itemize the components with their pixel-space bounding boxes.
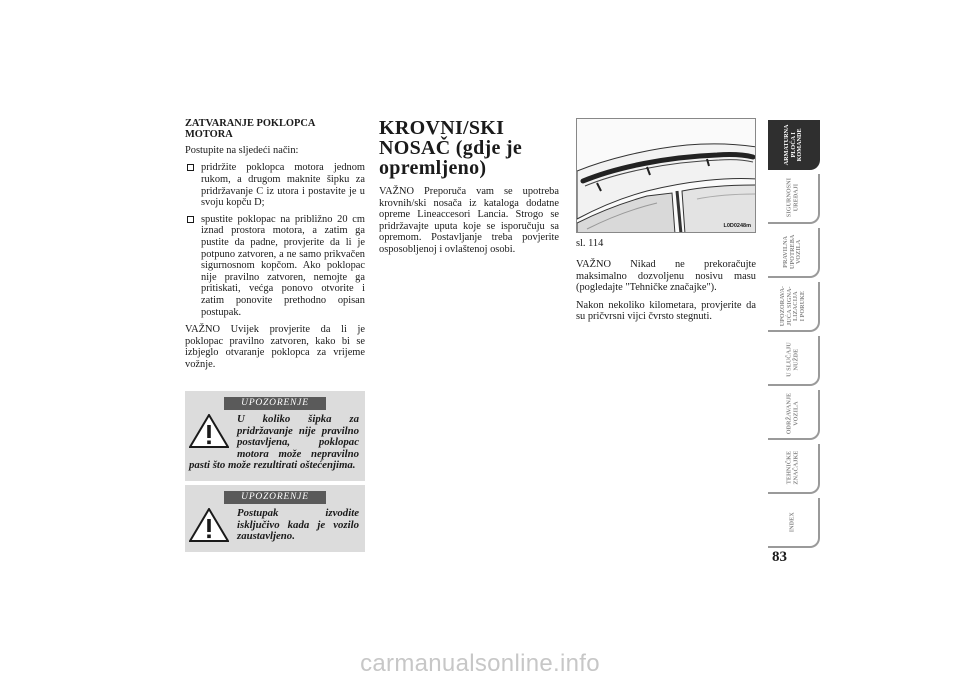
chapter-tabs <box>768 120 820 552</box>
bullet-list <box>185 162 365 318</box>
section-heading-roof-rack: KROVNI/SKI NOSAČ (gdje je opremljeno) <box>379 117 523 179</box>
watermark: carmanualsonline.info <box>360 650 600 677</box>
list-item: spustite poklopac na približno 20 cm iznad prostora motora, a zatim ga pustite da padne, provjerite da li je potpuno zatvoren, a ne samo prikvačen sigurnosnom kopčom. Ako poklopac nije pravilno zatvoren, nemojte ga pritiskati, većga ponovo otvorite i zatim ponovite prethodno opisan postupak. <box>185 214 365 318</box>
warning-box <box>185 391 365 481</box>
checkbox-bullet-icon <box>187 164 194 171</box>
tab-u-slucaju-nuzde[interactable]: U SLUČAJU NUŽDE <box>768 336 820 386</box>
figure-caption: sl. 114 <box>576 238 604 249</box>
middle-column <box>379 118 559 262</box>
tab-upozoravajuca-signalizacija[interactable]: UPOZORAVA- JUĆA SIGNA- LIZACIJA I PORUKE <box>768 282 820 332</box>
warning-title: UPOZORENJE <box>224 491 326 504</box>
car-roof-illustration <box>577 119 756 233</box>
intro-text: Postupite na sljedeći način: <box>185 144 299 156</box>
warning-triangle-icon <box>189 414 229 448</box>
warning-box <box>185 485 365 552</box>
tab-tehnicke-znacajke[interactable]: TEHNIČKE ZNAČAJKE <box>768 444 820 494</box>
left-column <box>185 118 365 377</box>
right-column <box>576 118 756 329</box>
section-heading-hood: ZATVARANJE POKLOPCA MOTORA <box>185 118 315 141</box>
tab-index[interactable]: INDEX <box>768 498 820 548</box>
bolt-check-note: Nakon nekoliko kilometara, provjerite da su pričvrsni vijci čvrsto stegnuti. <box>576 299 756 323</box>
load-limit-note: VAŽNO Nikad ne prekoračujte maksimalno dozvoljenu nosivu masu (pogledajte "Tehničke značajke"). <box>576 259 756 294</box>
warning-triangle-icon <box>189 508 229 542</box>
warning-title: UPOZORENJE <box>224 397 326 410</box>
figure-roof-rails <box>576 118 756 233</box>
figure-code: L0D0248m <box>723 223 751 229</box>
warning-text: U koliko šipka za pridržavanje nije pravilno postavljena, poklopac motora može nepravilno pasti što može rezultirati oštećenjima. <box>189 413 359 472</box>
page-number: 83 <box>772 549 787 565</box>
tab-sigurnosni-uredaji[interactable]: SIGURNOSNI UREĐAJI <box>768 174 820 224</box>
tab-armaturna-ploca[interactable]: ARMATURNA PLOČA I KOMANDE <box>768 120 820 170</box>
important-note: VAŽNO Uvijek provjerite da li je poklopac pravilno zatvoren, kako bi se izbjeglo otvaranje poklopca za vrijeme vožnje. <box>185 324 365 370</box>
checkbox-bullet-icon <box>187 216 194 223</box>
warning-text: Postupak izvodite isključivo kada je vozilo zaustavljeno. <box>237 507 359 543</box>
tab-odrzavanje-vozila[interactable]: ODRŽAVANJE VOZILA <box>768 390 820 440</box>
roof-rack-text: VAŽNO Preporuča vam se upotreba krovnih/ski nosača iz kataloga dodatne opreme Lineaccesori Lancia. Strogo se pridržavajte uputa koje se isporučuju sa opremom. Postavljanje treba povjerite osposobljenoj i ovlaštenoj osobi. <box>379 186 559 255</box>
list-item: pridržite poklopca motora jednom rukom, a drugom maknite šipku za pridržavanje C iz utora i postavite je u svoju kopču D; <box>185 162 365 208</box>
tab-pravilna-upotreba[interactable]: PRAVILNA UPOTREBA VOZILA <box>768 228 820 278</box>
